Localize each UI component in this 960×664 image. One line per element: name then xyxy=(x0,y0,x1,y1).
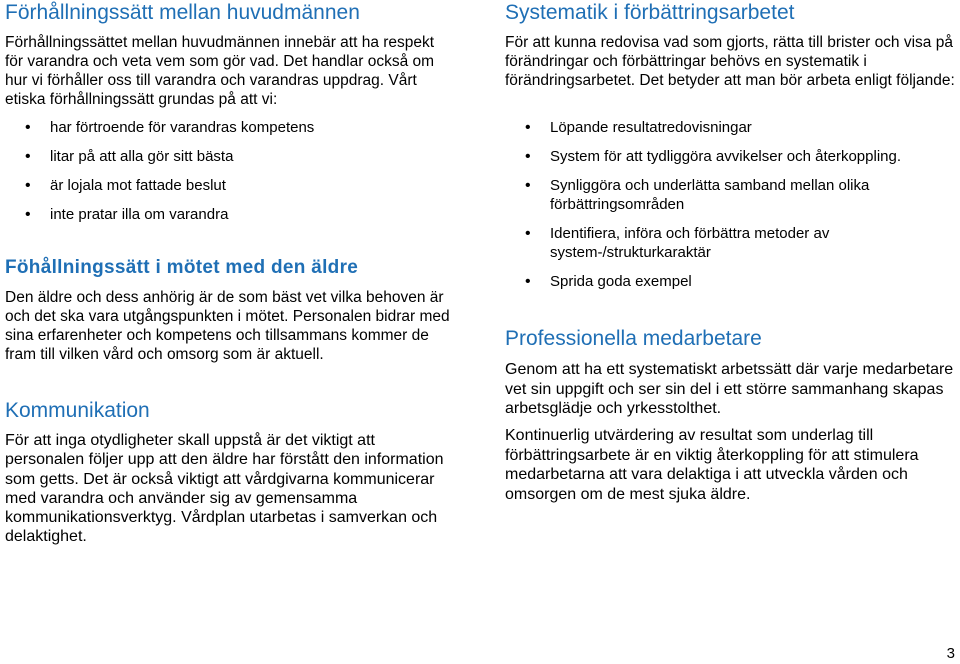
paragraph-huvudmannen: Förhållningssättet mellan huvudmännen innebär att ha respekt för varandra och veta vem som gör vad. Det handlar också om hur vi förhåller oss till varandra och varandras uppdrag. Vårt etiska förhållningssätt grundas på att vi: xyxy=(5,34,435,108)
heading-kommunikation: Kommunikation xyxy=(5,399,150,422)
list-item: • Identifiera, införa och förbättra metoder av system-/strukturkaraktär xyxy=(505,224,955,262)
list-item: • Sprida goda exempel xyxy=(505,272,955,291)
list-item: • Synliggöra och underlätta samband mellan olika förbättringsområden xyxy=(505,176,955,214)
heading-motet-med-den-aldre: Föhållningssätt i mötet med den äldre xyxy=(5,257,359,278)
list-item: • litar på att alla gör sitt bästa xyxy=(5,147,314,176)
list-item: • har förtroende för varandras kompetens xyxy=(5,118,314,147)
heading-systematik: Systematik i förbättringsarbetet xyxy=(505,1,795,24)
paragraph-systematik: För att kunna redovisa vad som gjorts, rätta till brister och visa på förändringar och förbättringar behövs en systematik i förändringsarbetet. Det betyder att man bör arbeta enligt följande: xyxy=(505,34,955,89)
paragraph-medarbetare-1: Genom att ha ett systematiskt arbetssätt där varje medarbetare vet sin uppgift och ser sin del i ett större sammanhang skapas arbetsglädje och yrkesstolthet. xyxy=(505,361,954,417)
bullet-list-systematik xyxy=(505,118,955,301)
list-item: • System för att tydliggöra avvikelser och återkoppling. xyxy=(505,147,955,166)
paragraph-motet: Den äldre och dess anhörig är de som bäst vet vilka behoven är och det ska vara utgångspunkten i mötet. Personalen bidrar med sina erfarenheter och kompetens och tillsammans kommer de fram till vilken vård och omsorg som är aktuell. xyxy=(5,289,450,363)
heading-forhallningssatt-huvudmannen: Förhållningssätt mellan huvudmännen xyxy=(5,1,360,24)
paragraph-kommunikation: För att inga otydligheter skall uppstå är det viktigt att personalen följer upp att den äldre har förstått den information som getts. Det är också viktigt att vårdgivarna kommunicerar med varandra och använder sig av gemensamma kommunikationsverktyg. Vårdplan utarbetas i samverkan och delaktighet. xyxy=(5,432,444,546)
list-item: • är lojala mot fattade beslut xyxy=(5,176,314,205)
heading-professionella-medarbetare: Professionella medarbetare xyxy=(505,327,762,350)
list-item: • inte pratar illa om varandra xyxy=(5,205,314,234)
bullet-list-ethics xyxy=(5,118,314,234)
paragraph-medarbetare-2: Kontinuerlig utvärdering av resultat som underlag till förbättringsarbete är en viktig återkoppling för att stimulera medarbetarna att vara delaktiga i att utveckla vården och omsorgen om de mest sjuka äldre. xyxy=(505,427,919,503)
list-item: • Löpande resultatredovisningar xyxy=(505,118,955,137)
page-number: 3 xyxy=(946,645,955,662)
